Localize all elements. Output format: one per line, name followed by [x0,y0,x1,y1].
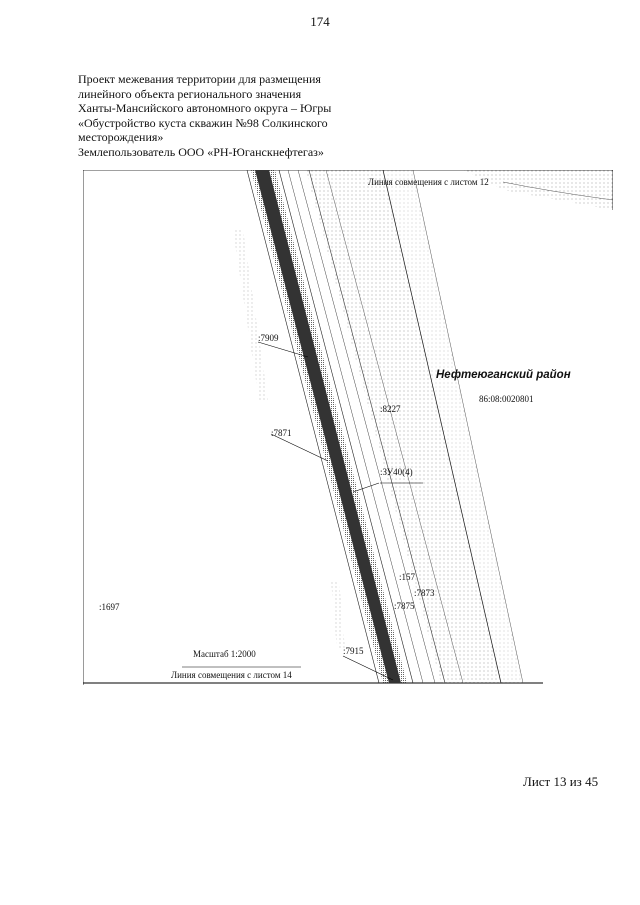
cadastral-map [83,170,613,685]
map-drawing [83,170,613,685]
bottom-match-line-label: Линия совмещения с листом 14 [171,670,292,680]
header-line-4: «Обустройство куста скважин №98 Солкинского [78,115,328,130]
district-name: Нефтеюганский район [436,369,571,381]
map-scale-label: Масштаб 1:2000 [193,649,256,659]
document-header [78,72,398,160]
district-code: 86:08:0020801 [479,394,534,404]
header-line-6: Землепользователь ООО «РН-Юганскнефтегаз» [78,144,324,159]
parcel-label-7871: :7871 [271,428,292,438]
parcel-label-7873: :7873 [414,588,435,598]
dotted-area-top-right [463,170,613,210]
parcel-label-1697: :1697 [99,602,120,612]
parcel-label-157: :157 [399,572,416,582]
sheet-number: Лист 13 из 45 [523,774,599,789]
header-line-3: Ханты-Мансийского автономного округа – Югры [78,101,332,116]
parcel-label-8227: :8227 [380,404,401,414]
top-match-line-label: Линия совмещения с листом 12 [368,177,489,187]
parcel-label-7909: :7909 [258,333,279,343]
page-number: 174 [310,14,330,29]
header-line-1: Проект межевания территории для размещения [78,72,321,86]
parcel-label-7875: :7875 [394,601,415,611]
parcel-label-7915: :7915 [343,646,364,656]
header-line-5: месторождения» [78,130,164,145]
parcel-label-zu40: :ЗУ40(4) [380,467,413,477]
header-line-2: линейного объекта регионального значения [78,86,302,101]
